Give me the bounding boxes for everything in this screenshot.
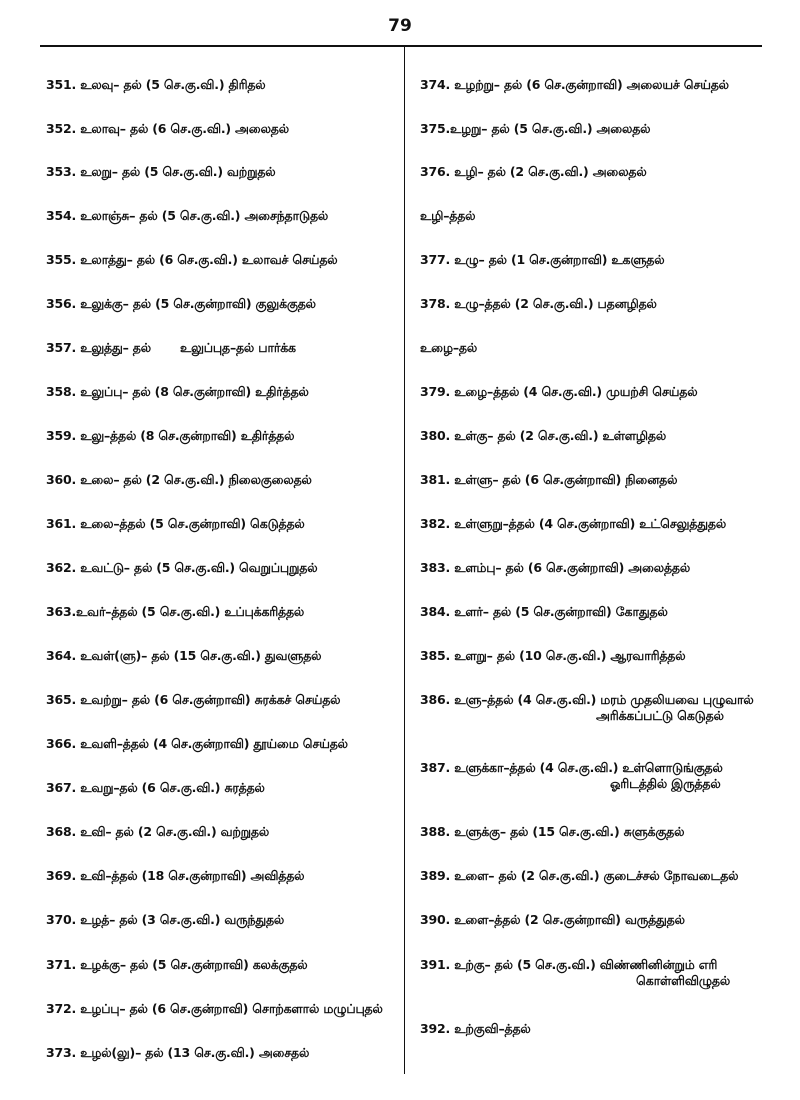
entry-389: 389. உளை– தல் (2 செ.கு.வி.) குடைச்சல் நோவடைதல் bbox=[420, 868, 739, 883]
entry-374: 374. உழற்று– தல் (6 செ.குன்றாவி) அலையச் செய்தல் bbox=[420, 77, 729, 92]
entry-363: 363.உவர்–த்தல் (5 செ.கு.வி.) உப்புக்கரித்தல் bbox=[46, 604, 305, 619]
entry-387 bbox=[420, 760, 800, 792]
entry-356: 356. உலுக்கு– தல் (5 செ.குன்றாவி) குலுக்குதல் bbox=[46, 296, 316, 311]
entry-377: 377. உழு– தல் (1 செ.குன்றாவி) உகளுதல் bbox=[420, 252, 665, 267]
entry-381: 381. உள்ளு– தல் (6 செ.குன்றாவி) நினைதல் bbox=[420, 472, 678, 487]
entry-353: 353. உலறு– தல் (5 செ.கு.வி.) வற்றுதல் bbox=[46, 164, 276, 179]
entry-369: 369. உவி–த்தல் (18 செ.குன்றாவி) அவித்தல் bbox=[46, 868, 305, 883]
entry-359: 359. உலு–த்தல் (8 செ.குன்றாவி) உதிர்த்தல் bbox=[46, 428, 295, 443]
entry-352: 352. உலாவு– தல் (6 செ.கு.வி.) அலைதல் bbox=[46, 121, 289, 136]
entry-380: 380. உள்கு– தல் (2 செ.கு.வி.) உள்ளழிதல் bbox=[420, 428, 667, 443]
entry-391-line: 391. உற்கு– தல் (5 செ.கு.வி.) விண்ணினின்றும் எரி bbox=[420, 957, 718, 972]
entry-388: 388. உளுக்கு– தல் (15 செ.கு.வி.) சுளுக்குதல் bbox=[420, 824, 685, 839]
entry-379: 379. உழை–த்தல் (4 செ.கு.வி.) முயற்சி செய்தல் bbox=[420, 384, 698, 399]
entry-subheading-uzhai: உழை–தல் bbox=[420, 340, 477, 355]
entry-372: 372. உழப்பு– தல் (6 செ.குன்றாவி) சொற்களால் மழுப்புதல் bbox=[46, 1001, 383, 1016]
entry-367: 367. உவறு–தல் (6 செ.கு.வி.) சுரத்தல் bbox=[46, 780, 265, 795]
entry-371: 371. உழக்கு– தல் (5 செ.குன்றாவி) கலக்குதல் bbox=[46, 957, 308, 972]
entry-391-continuation: கொள்ளிவிழுதல் bbox=[636, 973, 731, 988]
entry-357: 357. உலுத்து– தல் உலுப்புத–தல் பார்க்க bbox=[46, 340, 296, 355]
entry-351: 351. உலவு– தல் (5 செ.கு.வி.) திரிதல் bbox=[46, 77, 266, 92]
header-rule bbox=[40, 45, 762, 47]
entry-382: 382. உள்ளுறு–த்தல் (4 செ.குன்றாவி) உட்செலுத்துதல் bbox=[420, 516, 727, 531]
entry-385: 385. உளறு– தல் (10 செ.கு.வி.) ஆரவாரித்தல் bbox=[420, 648, 686, 663]
entry-365: 365. உவற்று– தல் (6 செ.குன்றாவி) சுரக்கச் செய்தல் bbox=[46, 692, 341, 707]
entry-362: 362. உவட்டு– தல் (5 செ.கு.வி.) வெறுப்புறுதல் bbox=[46, 560, 318, 575]
entry-373: 373. உழல்(லு)– தல் (13 செ.கு.வி.) அசைதல் bbox=[46, 1045, 310, 1060]
entry-391 bbox=[420, 957, 800, 989]
entry-390: 390. உளை–த்தல் (2 செ.குன்றாவி) வருத்துதல் bbox=[420, 912, 685, 927]
entry-361: 361. உலை–த்தல் (5 செ.குன்றாவி) கெடுத்தல் bbox=[46, 516, 305, 531]
entry-392: 392. உற்குவி–த்தல் bbox=[420, 1021, 531, 1036]
entry-360: 360. உலை– தல் (2 செ.கு.வி.) நிலைகுலைதல் bbox=[46, 472, 312, 487]
entry-378: 378. உழு–த்தல் (2 செ.கு.வி.) பதனழிதல் bbox=[420, 296, 657, 311]
entry-383: 383. உளம்பு– தல் (6 செ.குன்றாவி) அலைத்தல் bbox=[420, 560, 691, 575]
entry-375: 375.உழறு– தல் (5 செ.கு.வி.) அலைதல் bbox=[420, 121, 651, 136]
entry-386-line: 386. உளு–த்தல் (4 செ.கு.வி.) மரம் முதலியவை புழுவால் bbox=[420, 692, 754, 707]
entry-366: 366. உவளி–த்தல் (4 செ.குன்றாவி) தூய்மை செய்தல் bbox=[46, 736, 348, 751]
entry-384: 384. உளர்– தல் (5 செ.குன்றாவி) கோதுதல் bbox=[420, 604, 668, 619]
entry-386-continuation: அரிக்கப்பட்டு கெடுதல் bbox=[596, 708, 724, 723]
entry-354: 354. உலாஞ்சு– தல் (5 செ.கு.வி.) அசைந்தாடுதல் bbox=[46, 208, 329, 223]
entry-370: 370. உழத்– தல் (3 செ.கு.வி.) வருந்துதல் bbox=[46, 912, 285, 927]
entry-376: 376. உழி– தல் (2 செ.கு.வி.) அலைதல் bbox=[420, 164, 647, 179]
page-number: 79 bbox=[388, 16, 412, 36]
entry-355: 355. உலாத்து– தல் (6 செ.கு.வி.) உலாவச் செய்தல் bbox=[46, 252, 338, 267]
entry-387-continuation: ஓரிடத்தில் இருத்தல் bbox=[610, 776, 721, 791]
entry-364: 364. உவள்(ளு)– தல் (15 செ.கு.வி.) துவளுதல் bbox=[46, 648, 322, 663]
entry-subheading-uzhi: உழி–த்தல் bbox=[420, 208, 476, 223]
entry-368: 368. உவி– தல் (2 செ.கு.வி.) வற்றுதல் bbox=[46, 824, 270, 839]
entry-387-line: 387. உளுக்கா–த்தல் (4 செ.கு.வி.) உள்ளொடுங்குதல் bbox=[420, 760, 723, 775]
entry-358: 358. உலுப்பு– தல் (8 செ.குன்றாவி) உதிர்த்தல் bbox=[46, 384, 309, 399]
entry-386 bbox=[420, 692, 800, 724]
